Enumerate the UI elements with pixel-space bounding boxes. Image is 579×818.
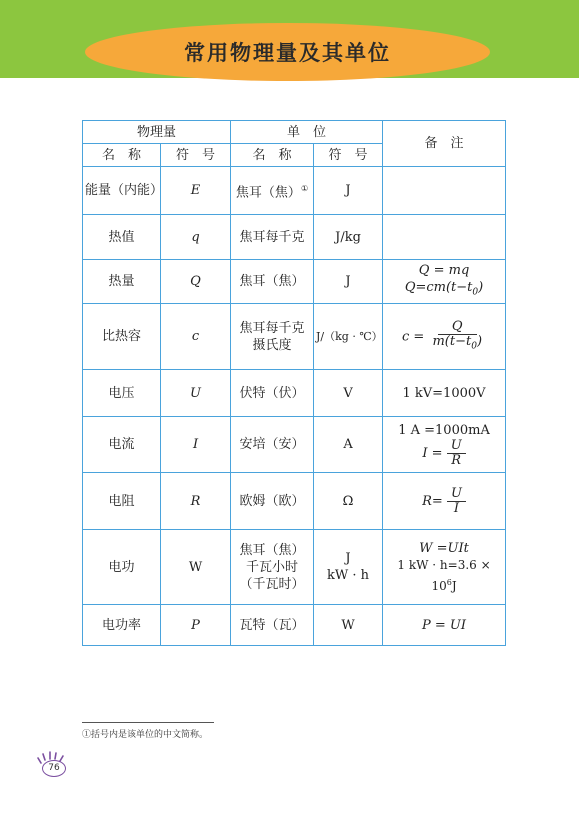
quantity-symbol: c bbox=[161, 304, 231, 370]
fraction bbox=[428, 320, 486, 354]
unit-symbol-line: kW · h bbox=[327, 568, 370, 583]
table-row bbox=[83, 167, 506, 215]
formula-part: ) bbox=[476, 333, 483, 349]
unit-name bbox=[231, 530, 314, 605]
title-banner bbox=[85, 23, 490, 81]
formula-lhs: c = bbox=[402, 329, 425, 344]
formula-part: Q=cm(t−t bbox=[404, 279, 473, 295]
table-row bbox=[83, 473, 506, 530]
fraction bbox=[447, 487, 466, 516]
units-table bbox=[82, 120, 506, 646]
formula-lhs: I = bbox=[422, 445, 443, 461]
conversion-text: 1 A =1000mA bbox=[398, 422, 490, 438]
quantity-name: 电功率 bbox=[83, 605, 161, 646]
quantity-name: 电流 bbox=[83, 417, 161, 473]
unit-name-line: （千瓦时） bbox=[239, 576, 305, 592]
page-title: 常用物理量及其单位 bbox=[184, 41, 391, 65]
header-name: 名 称 bbox=[83, 144, 161, 167]
table-row bbox=[83, 304, 506, 370]
footnote-divider bbox=[82, 722, 214, 723]
unit-name: 焦耳每千克 bbox=[231, 215, 314, 260]
quantity-name: 电压 bbox=[83, 370, 161, 417]
formula-heat-capacity bbox=[385, 279, 503, 302]
header-row-1 bbox=[83, 121, 506, 144]
subscript: 0 bbox=[472, 287, 479, 298]
unit-name: 焦耳（焦） bbox=[231, 260, 314, 304]
quantity-symbol: W bbox=[161, 530, 231, 605]
formula-part: J bbox=[451, 578, 457, 593]
remark-cell bbox=[383, 215, 506, 260]
unit-name bbox=[231, 304, 314, 370]
unit-name-line: 焦耳（焦） bbox=[239, 542, 305, 558]
header-unit-symbol: 符 号 bbox=[314, 144, 383, 167]
formula-heat: Q = mq bbox=[418, 262, 470, 278]
denominator: I bbox=[453, 500, 459, 516]
page-number: 76 bbox=[42, 760, 66, 777]
formula-part: 1 kW · h=3.6 × 10 bbox=[397, 557, 491, 593]
header-unit-name: 名 称 bbox=[231, 144, 314, 167]
quantity-symbol: q bbox=[161, 215, 231, 260]
remark-cell bbox=[383, 167, 506, 215]
quantity-symbol: R bbox=[161, 473, 231, 530]
formula-part: m(t−t bbox=[432, 333, 472, 349]
table-row bbox=[83, 417, 506, 473]
remark-cell bbox=[383, 304, 506, 370]
numerator: U bbox=[447, 439, 466, 454]
remark-cell: 1 kV=1000V bbox=[383, 370, 506, 417]
quantity-name: 能量（内能） bbox=[83, 167, 161, 215]
quantity-name: 电功 bbox=[83, 530, 161, 605]
remark-cell bbox=[383, 473, 506, 530]
quantity-symbol: P bbox=[161, 605, 231, 646]
quantity-symbol: Q bbox=[161, 260, 231, 304]
table-row bbox=[83, 370, 506, 417]
fraction bbox=[447, 439, 466, 468]
remark-cell bbox=[383, 530, 506, 605]
quantity-name: 热值 bbox=[83, 215, 161, 260]
conversion-text bbox=[385, 557, 503, 595]
header-symbol: 符 号 bbox=[161, 144, 231, 167]
unit-symbol: A bbox=[314, 417, 383, 473]
formula-work: W =UIt bbox=[419, 540, 469, 556]
denominator bbox=[428, 335, 486, 354]
unit-name: 瓦特（瓦） bbox=[231, 605, 314, 646]
denominator: R bbox=[451, 452, 462, 468]
unit-name-line: 摄氏度 bbox=[252, 337, 292, 353]
unit-symbol: J/（kg · ℃） bbox=[314, 304, 383, 370]
unit-symbol-line: J bbox=[345, 551, 351, 566]
unit-name: 安培（安） bbox=[231, 417, 314, 473]
formula-part: ) bbox=[478, 279, 484, 295]
unit-symbol: J/kg bbox=[314, 215, 383, 260]
unit-symbol: V bbox=[314, 370, 383, 417]
formula-lhs: R= bbox=[422, 493, 443, 509]
unit-symbol: J bbox=[314, 260, 383, 304]
numerator: Q bbox=[438, 320, 477, 335]
remark-cell bbox=[383, 417, 506, 473]
unit-symbol: Ω bbox=[314, 473, 383, 530]
table-row bbox=[83, 260, 506, 304]
unit-symbol: J bbox=[314, 167, 383, 215]
unit-symbol bbox=[314, 530, 383, 605]
footnote-marker: ① bbox=[300, 183, 309, 193]
quantity-name: 电阻 bbox=[83, 473, 161, 530]
header-quantity: 物理量 bbox=[83, 121, 231, 144]
subscript: 0 bbox=[471, 341, 477, 352]
quantity-symbol: I bbox=[161, 417, 231, 473]
numerator: U bbox=[447, 487, 466, 502]
remark-cell bbox=[383, 260, 506, 304]
unit-name: 伏特（伏） bbox=[231, 370, 314, 417]
superscript: 6 bbox=[446, 577, 452, 587]
unit-name: 欧姆（欧） bbox=[231, 473, 314, 530]
footnote: ①括号内是该单位的中文简称。 bbox=[82, 730, 209, 740]
unit-symbol: W bbox=[314, 605, 383, 646]
header-remarks: 备 注 bbox=[383, 121, 506, 167]
unit-name bbox=[231, 167, 314, 215]
quantity-symbol: E bbox=[161, 167, 231, 215]
unit-name-line: 千瓦小时 bbox=[246, 559, 299, 575]
table-row bbox=[83, 530, 506, 605]
quantity-symbol: U bbox=[161, 370, 231, 417]
unit-name-text: 焦耳（焦） bbox=[235, 185, 301, 201]
unit-name-line: 焦耳每千克 bbox=[239, 320, 305, 336]
quantity-name: 比热容 bbox=[83, 304, 161, 370]
table-row bbox=[83, 215, 506, 260]
quantity-name: 热量 bbox=[83, 260, 161, 304]
table-row bbox=[83, 605, 506, 646]
remark-cell: P = UI bbox=[383, 605, 506, 646]
header-unit: 单 位 bbox=[231, 121, 383, 144]
